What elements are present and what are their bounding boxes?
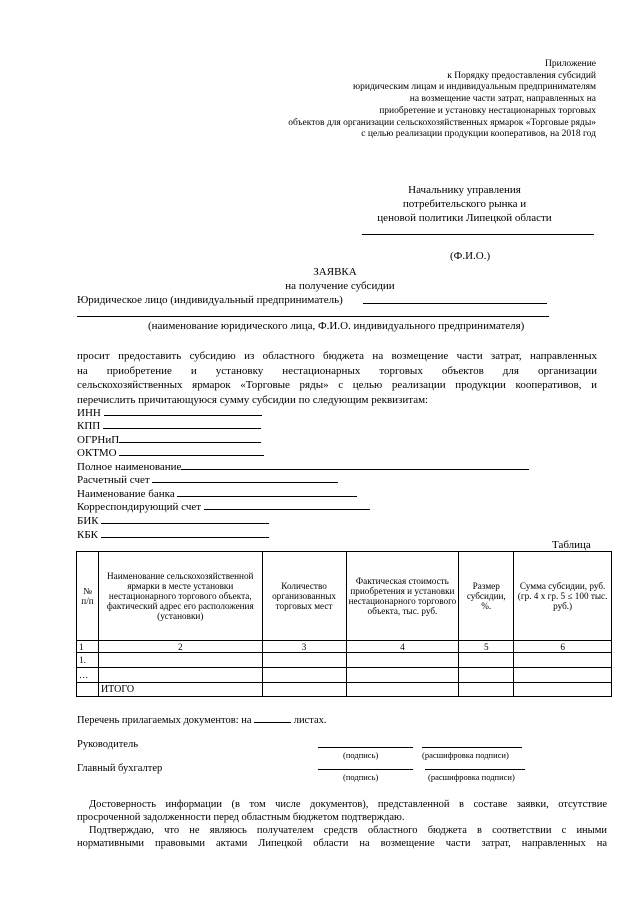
attachments-line xyxy=(77,713,327,727)
column-number: 3 xyxy=(262,641,346,653)
request-line: сельскохозяйственных ярмарок «Торговые ряды» с целью реализации продукции кооперативов, и xyxy=(77,379,597,391)
accountant-signature-caption: (подпись) xyxy=(343,772,379,782)
appendix-line: с целью реализации продукции кооперативов, на 2018 год xyxy=(361,129,596,140)
table-cell[interactable] xyxy=(346,653,459,668)
head-signature-field[interactable] xyxy=(318,747,413,748)
field-bank-name[interactable] xyxy=(77,486,357,499)
table-row xyxy=(77,668,612,683)
confirm-line: нормативными правовыми актами Липецкой области на возмещение части затрат, направленных на xyxy=(77,838,607,849)
page-subtitle: на получение субсидии xyxy=(285,280,395,292)
field-input[interactable] xyxy=(152,472,338,483)
table-cell: 1. xyxy=(77,653,99,668)
appendix-line: приобретение и установку нестационарных торговых xyxy=(379,105,596,116)
field-label: Корреспондирующий счет xyxy=(77,501,202,513)
field-bik[interactable] xyxy=(77,513,269,526)
table-cell[interactable] xyxy=(459,683,514,697)
field-label: Расчетный счет xyxy=(77,474,150,486)
confirm-line: Подтверждаю, что не являюсь получателем средств областного бюджета в соответствии с иными xyxy=(89,825,607,836)
table-header-row xyxy=(77,552,612,641)
head-signature-caption: (подпись) xyxy=(343,750,379,760)
table-cell[interactable] xyxy=(98,653,262,668)
attachments-prefix: Перечень прилагаемых документов: на xyxy=(77,715,252,726)
table-header: № п/п xyxy=(77,552,99,641)
table-cell xyxy=(77,683,99,697)
appendix-line: на возмещение части затрат, направленных на xyxy=(409,94,596,105)
addressee-line: ценовой политики Липецкой области xyxy=(377,212,552,224)
table-caption: Таблица xyxy=(552,539,591,551)
addressee-line: Начальнику управления xyxy=(408,184,521,196)
table-header: Размер субсидии, %. xyxy=(459,552,514,641)
column-number: 2 xyxy=(98,641,262,653)
confirm-paragraph xyxy=(77,824,607,850)
appendix-line: объектов для организации сельскохозяйственных ярмарок «Торговые ряды» xyxy=(288,117,596,128)
field-label: КПП xyxy=(77,420,101,432)
table-header: Сумма субсидии, руб. (гр. 4 х гр. 5 ≤ 100 тыс. руб.) xyxy=(514,552,612,641)
addressee-fio-line[interactable] xyxy=(362,234,594,235)
field-input[interactable] xyxy=(101,513,269,524)
table-cell[interactable] xyxy=(514,683,612,697)
table-number-row xyxy=(77,641,612,653)
table-cell[interactable] xyxy=(459,668,514,683)
field-input[interactable] xyxy=(177,486,357,497)
table-total-row xyxy=(77,683,612,697)
field-label: КБК xyxy=(77,529,98,541)
appendix-block xyxy=(176,59,596,141)
request-line: на приобретение и установку нестационарных торговых объектов для организации xyxy=(77,364,597,377)
page-title: ЗАЯВКА xyxy=(313,266,357,278)
table-header: Фактическая стоимость приобретения и установки нестационарного торгового объекта, тыс. руб. xyxy=(346,552,459,641)
field-label: БИК xyxy=(77,515,99,527)
accountant-label: Главный бухгалтер xyxy=(77,763,163,774)
field-input[interactable] xyxy=(101,527,269,538)
field-kpp[interactable] xyxy=(77,418,261,431)
reliability-line: просроченной задолженности перед областным бюджетом подтверждаю. xyxy=(77,812,405,823)
field-corr-account[interactable] xyxy=(77,499,370,512)
table-cell[interactable] xyxy=(98,668,262,683)
legal-entity-field[interactable] xyxy=(363,303,547,304)
field-label: ИНН xyxy=(77,407,101,419)
head-label: Руководитель xyxy=(77,739,138,750)
field-label: Полное наименование xyxy=(77,461,182,473)
head-decoding-field[interactable] xyxy=(422,747,522,748)
appendix-line: Приложение xyxy=(545,59,596,69)
table-cell[interactable] xyxy=(346,668,459,683)
attachments-count-field[interactable] xyxy=(254,713,291,723)
table-cell[interactable] xyxy=(514,653,612,668)
reliability-paragraph xyxy=(77,798,607,824)
field-input[interactable] xyxy=(119,445,264,456)
field-kbk[interactable] xyxy=(77,527,269,540)
table-header: Наименование сельскохозяйственной ярмарки в месте установки нестационарного торгового объекта, фактический адрес его расположения (установки) xyxy=(98,552,262,641)
field-label: Наименование банка xyxy=(77,488,175,500)
column-number: 6 xyxy=(514,641,612,653)
table-cell[interactable] xyxy=(459,653,514,668)
table-cell[interactable] xyxy=(514,668,612,683)
request-line: перечислить причитающуюся сумму субсидии по следующим реквизитам: xyxy=(77,393,429,406)
field-input[interactable] xyxy=(181,459,529,470)
attachments-suffix: листах. xyxy=(293,715,327,726)
field-input[interactable] xyxy=(104,405,262,416)
table-cell[interactable] xyxy=(262,683,346,697)
field-input[interactable] xyxy=(103,418,261,429)
field-input[interactable] xyxy=(119,432,261,443)
legal-entity-caption: (наименование юридического лица, Ф.И.О. индивидуального предпринимателя) xyxy=(148,320,525,332)
addressee-line: потребительского рынка и xyxy=(402,198,527,210)
field-oktmo[interactable] xyxy=(77,445,264,458)
request-paragraph xyxy=(77,349,597,407)
table-header: Количество организованных торговых мест xyxy=(262,552,346,641)
fio-label: (Ф.И.О.) xyxy=(450,250,491,262)
request-line: просит предоставить субсидию из областного бюджета на возмещение части затрат, направленных xyxy=(77,350,597,362)
field-full-name[interactable] xyxy=(77,459,529,472)
table-cell[interactable] xyxy=(262,668,346,683)
reliability-line: Достоверность информации (в том числе документов), представленной в составе заявки, отсутствие xyxy=(89,799,607,810)
field-input[interactable] xyxy=(204,499,370,510)
table-cell: … xyxy=(77,668,99,683)
field-account[interactable] xyxy=(77,472,338,485)
column-number: 5 xyxy=(459,641,514,653)
legal-entity-label: Юридическое лицо (индивидуальный предприниматель) xyxy=(77,294,343,306)
field-label: ОКТМО xyxy=(77,447,117,459)
head-decoding-caption: (расшифровка подписи) xyxy=(422,750,509,760)
legal-entity-field-2[interactable] xyxy=(77,316,549,317)
table-cell[interactable] xyxy=(346,683,459,697)
appendix-line: к Порядку предоставления субсидий xyxy=(447,70,596,81)
column-number: 4 xyxy=(346,641,459,653)
field-inn[interactable] xyxy=(77,405,262,418)
field-ogrnip[interactable] xyxy=(77,432,261,445)
accountant-decoding-caption: (расшифровка подписи) xyxy=(428,772,515,782)
appendix-line: юридическим лицам и индивидуальным предпринимателям xyxy=(353,82,596,93)
column-number: 1 xyxy=(77,641,99,653)
field-label: ОГРНиП xyxy=(77,434,120,446)
subsidy-table xyxy=(76,551,612,697)
total-label: ИТОГО xyxy=(98,683,262,697)
accountant-signature-field[interactable] xyxy=(318,769,413,770)
addressee-block xyxy=(362,183,567,225)
table-row xyxy=(77,653,612,668)
table-cell[interactable] xyxy=(262,653,346,668)
accountant-decoding-field[interactable] xyxy=(425,769,525,770)
